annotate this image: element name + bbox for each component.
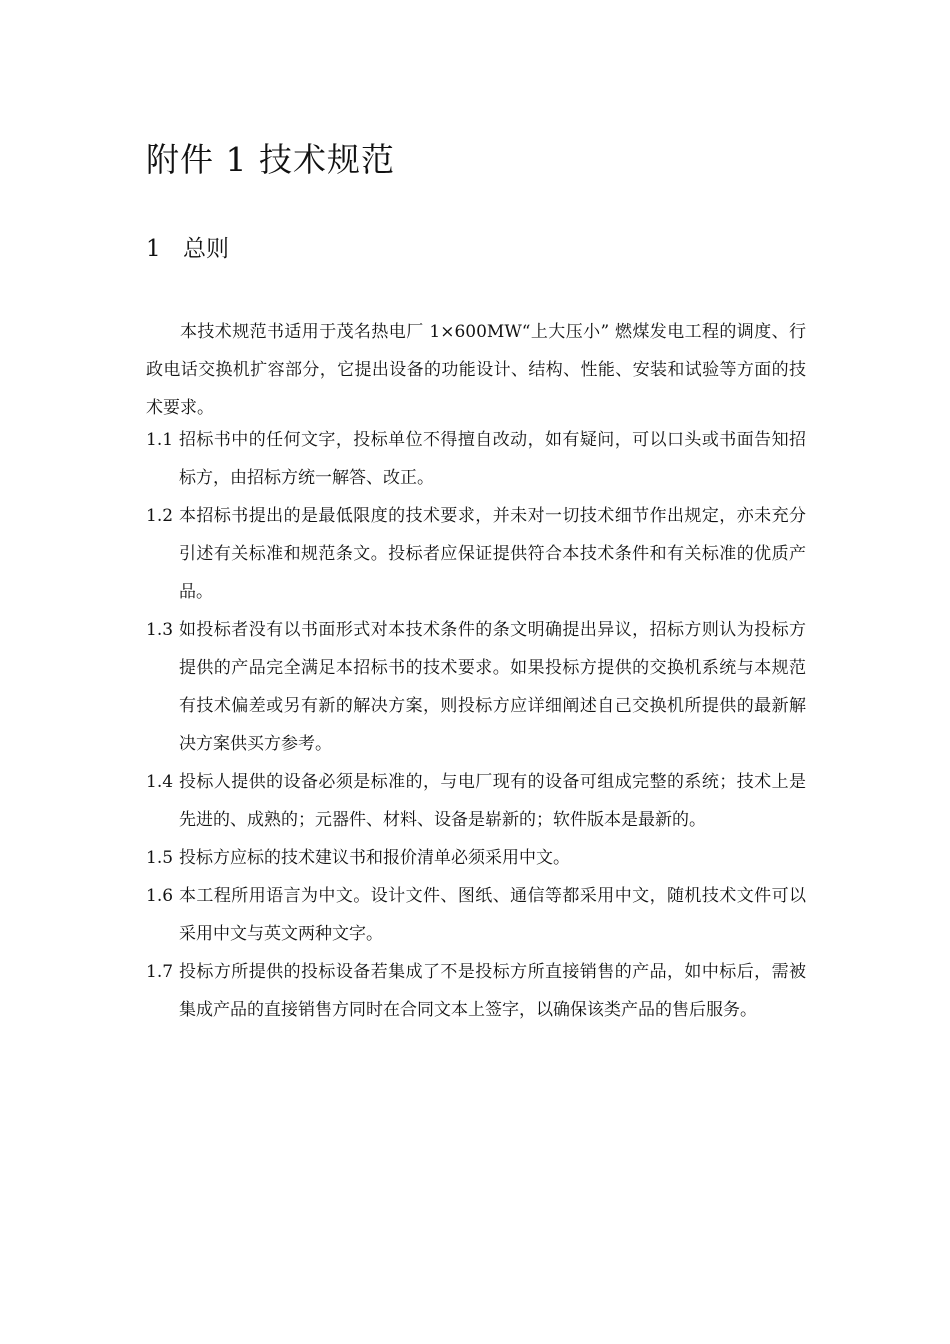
- section-number: 1: [146, 236, 161, 262]
- clause-item: [146, 497, 806, 611]
- section-title: 总则: [183, 236, 229, 262]
- clause-number: 1.2: [146, 506, 174, 526]
- clause-item: [146, 877, 806, 953]
- clause-number: 1.1: [146, 430, 174, 450]
- section-heading: [146, 232, 229, 266]
- clause-text: 投标人提供的设备必须是标准的，与电厂现有的设备可组成完整的系统；技术上是先进的、成熟的；元器件、材料、设备是崭新的；软件版本是最新的。: [179, 772, 806, 830]
- document-title: 附件 1 技术规范: [146, 140, 395, 179]
- clause-number: 1.7: [146, 962, 174, 982]
- clause-number: 1.6: [146, 886, 174, 906]
- clause-item: [146, 839, 806, 877]
- clause-text: 投标方所提供的投标设备若集成了不是投标方所直接销售的产品，如中标后，需被集成产品的直接销售方同时在合同文本上签字，以确保该类产品的售后服务。: [179, 962, 806, 1020]
- clause-text: 本招标书提出的是最低限度的技术要求，并未对一切技术细节作出规定，亦未充分引述有关标准和规范条文。投标者应保证提供符合本技术条件和有关标准的优质产品。: [179, 506, 806, 602]
- clause-number: 1.4: [146, 772, 174, 792]
- clause-text: 本工程所用语言为中文。设计文件、图纸、通信等都采用中文，随机技术文件可以采用中文与英文两种文字。: [179, 886, 806, 944]
- clause-number: 1.3: [146, 620, 174, 640]
- clause-list: [146, 421, 806, 1029]
- clause-item: [146, 611, 806, 763]
- clause-text: 如投标者没有以书面形式对本技术条件的条文明确提出异议，招标方则认为投标方提供的产品完全满足本招标书的技术要求。如果投标方提供的交换机系统与本规范有技术偏差或另有新的解决方案，则投标方应详细阐述自己交换机所提供的最新解决方案供买方参考。: [179, 620, 806, 754]
- clause-item: [146, 421, 806, 497]
- clause-item: [146, 953, 806, 1029]
- clause-number: 1.5: [146, 848, 174, 868]
- clause-text: 招标书中的任何文字，投标单位不得擅自改动，如有疑问，可以口头或书面告知招标方，由招标方统一解答、改正。: [179, 430, 806, 488]
- clause-text: 投标方应标的技术建议书和报价清单必须采用中文。: [179, 848, 570, 868]
- clause-item: [146, 763, 806, 839]
- intro-paragraph: 本技术规范书适用于茂名热电厂 1×600MW“上大压小” 燃煤发电工程的调度、行政电话交换机扩容部分，它提出设备的功能设计、结构、性能、安装和试验等方面的技术要求。: [146, 322, 806, 418]
